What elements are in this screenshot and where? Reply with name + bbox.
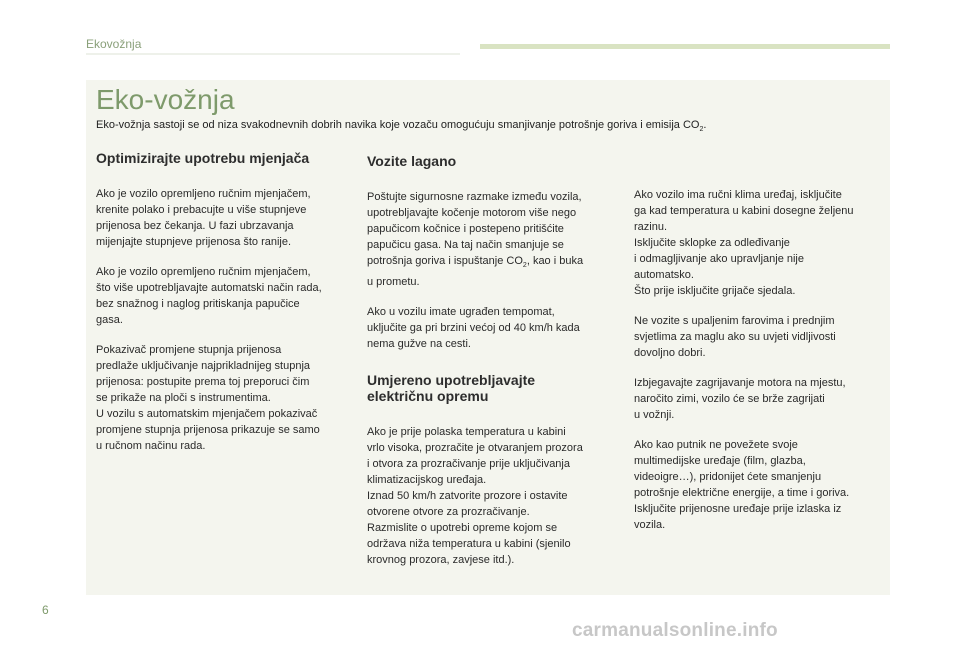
paragraph-headlights: Ne vozite s upaljenim farovima i prednjim svjetlima za maglu ako su uvjeti vidljivosti dovoljno dobri. (634, 315, 836, 359)
paragraph-multimedia-devices: Ako kao putnik ne povežete svoje multimedijske uređaje (film, glazba, videoigre…), pridonijet ćete smanjenju potrošnje električne energije, a time i goriva. Isključite prijenosne uređaje prije izlaska iz vozila. (634, 439, 850, 531)
paragraph-manual-gearbox: Ako je vozilo opremljeno ručnim mjenjačem, krenite polako i prebacujte u više stupnjeve prijenosa bez čekanja. U fazi ubrzavanja mijenjajte stupnjeve prijenosa što ranije. (96, 188, 311, 248)
paragraph-auto-mode: Ako je vozilo opremljeno ručnim mjenjačem, što više upotrebljavajte automatski način rada, bez snažnog i naglog pritiskanja papučice gasa. (96, 266, 322, 326)
column-electrical-tips (634, 187, 884, 533)
header-rule-left (86, 53, 460, 55)
heading-electrical-equipment: Umjereno upotrebljavajte električnu opremu (367, 372, 536, 405)
paragraph-cruise-control: Ako u vozilu imate ugrađen tempomat, uključite ga pri brzini većoj od 40 km/h kada nema gužve na cesti. (367, 306, 580, 351)
paragraph-air-conditioning: Ako vozilo ima ručni klima uređaj, isključite ga kad temperatura u kabini dosegne željenu razinu. Isključite sklopke za odleđivanje i odmagljivanje ako upravljanje nije automatsko. Što prije isključite grijače sjedala. (634, 189, 854, 297)
page-number: 6 (42, 603, 49, 617)
paragraph-safe-distance: Poštujte sigurnosne razmake između vozila, upotrebljavajte kočenje motorom više nego papučicom kočnice i postepeno pritišćite papučicu gasa. Na taj način smanjuje se potrošnja goriva i ispuštanje $CO_2$, kao i buka u prometu. (367, 191, 584, 289)
watermark: carmanualsonline.info (572, 620, 778, 641)
paragraph-gear-indicator: Pokazivač promjene stupnja prijenosa predlaže uključivanje najprikladnijeg stupnja prijenosa: postupite prema toj preporuci čim se prikaže na ploči s instrumentima. U vozilu s automatskim mjenjačem pokazivač promjene stupnja prijenosa prikazuje se samo u ručnom načinu rada. (96, 344, 320, 452)
header-rule-right (480, 44, 890, 49)
page-title: Eko-vožnja (96, 84, 235, 115)
paragraph-engine-warmup: Izbjegavajte zagrijavanje motora na mjestu, naročito zimi, vozilo će se brže zagrijati u vožnji. (634, 377, 846, 421)
heading-gearbox: Optimizirajte upotrebu mjenjača (96, 150, 310, 166)
section-label: Ekovožnja (86, 37, 142, 51)
paragraph-cabin-ventilation: Ako je prije polaska temperatura u kabini vrlo visoka, prozračite je otvaranjem prozora i otvora za prozračivanje prije uključivanja klimatizacijskog uređaja. Iznad 50 km/h zatvorite prozore i ostavite otvorene otvore za prozračivanje. Razmislite o upotrebi opreme kojom se održava niža temperatura u kabini (sjenilo krovnog prozora, zavjese itd.). (367, 426, 583, 567)
column-drive-smoothly (367, 150, 617, 568)
heading-drive-smoothly: Vozite lagano (367, 153, 457, 169)
intro-paragraph: Eko-vožnja sastoji se od niza svakodnevnih dobrih navika koje vozaču omogućuju smanjivanje potrošnje goriva i emisija $CO_2$. (96, 119, 707, 134)
column-gearbox (96, 150, 346, 454)
